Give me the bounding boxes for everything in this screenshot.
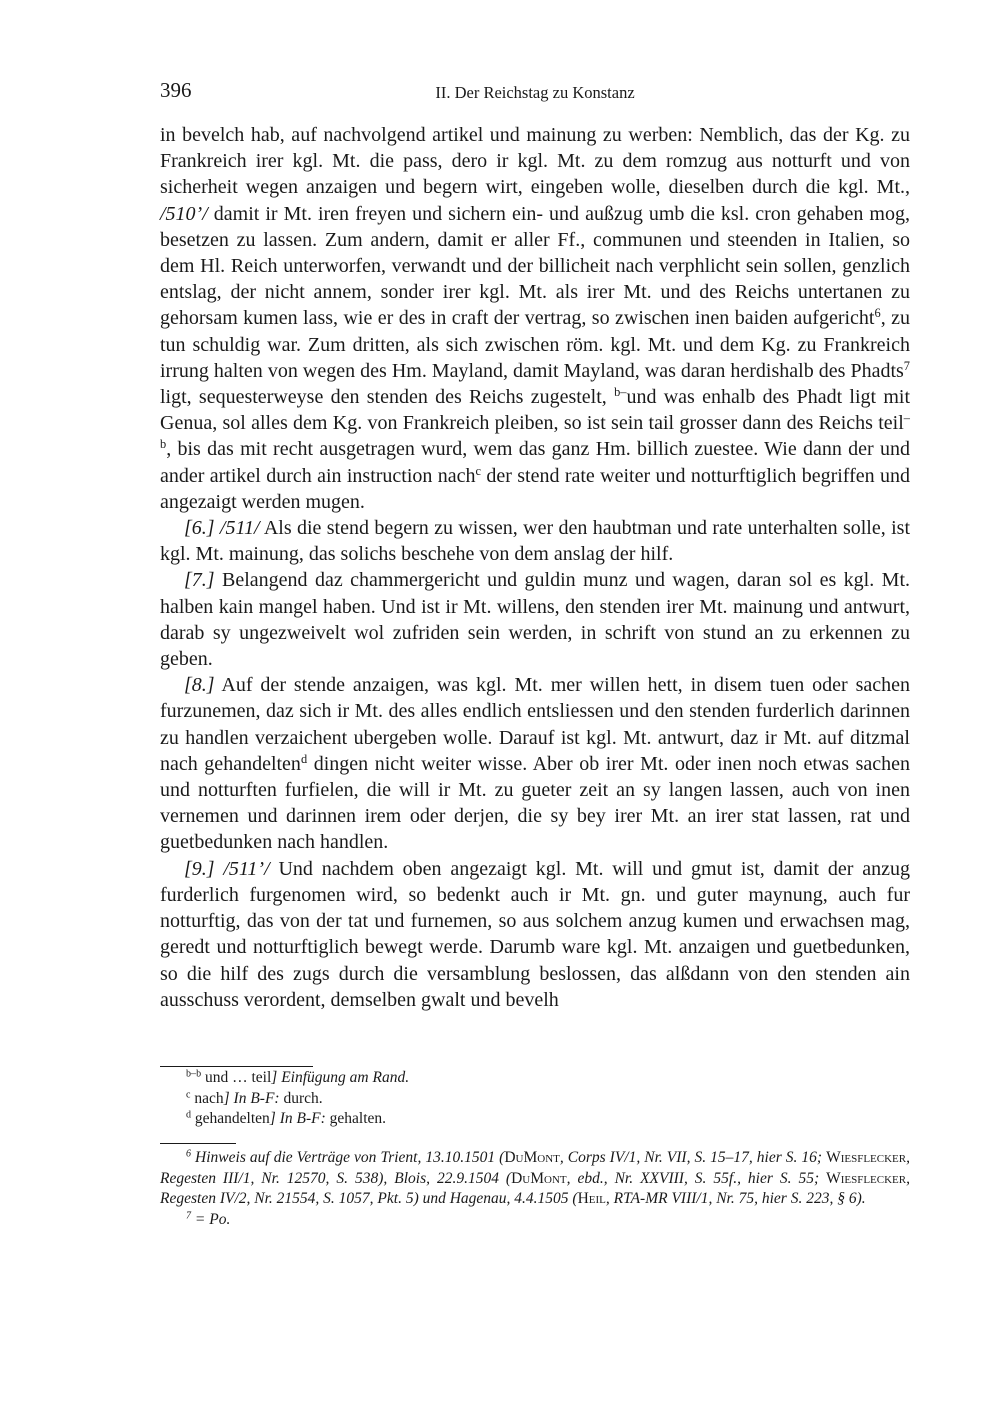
page-number: 396 [160, 78, 192, 102]
page-header [160, 78, 910, 108]
section-number: [7.] [184, 569, 215, 592]
running-title: II. Der Reichstag zu Konstanz [435, 83, 635, 102]
variant-ref-b-close: –b [160, 411, 910, 452]
variant-note: $^c$ nach] In B-F: durch. [186, 1089, 323, 1107]
paragraph-continued: in bevelch hab, auf nachvolgend artikel und mainung zu werben: Nemblich, das der Kg. zu Frankreich irer kgl. Mt. die pass, dero ir kgl. Mt. zu dem romzug aus notturft und von sicherheit wegen anzaigen und begern wirt, eingeben wolle, dieselben durch die kgl. Mt., /510’/ damit ir Mt. iren freyen und sichern ein- und außzug umb die ksl. cron gehaben mog, besetzen zu lassen. Zum andern, damit er aller Ff., communen und steenden in Italien, so dem Hl. Reich unterworfen, verwandt und der billicheit nach verphlicht sein sollen, genzlich entslag, der nicht annem, sonder irer kgl. Mt. als irer Mt. und des Reichs untertanen zu gehorsam kumen lass, wie er des in craft der vertrag, so zwischen inen baiden aufgericht$^6$, zu tun schuldig war. Zum dritten, als sich zwischen röm. kgl. Mt. und dem Kg. zu Frankreich irrung halten von wegen des Hm. Mayland, damit Mayland, was daran herdishalb des Phadts$^7$ ligt, sequesterweyse den stenden des Reichs zugestelt, $^{b-}$und was enhalb des Phadt ligt mit Genua, sol alles dem Kg. von Frankreich pleiben, so ist sein tail grosser dann des Reichs teil$^{-b}$, bis das mit recht ausgetragen wurd, wem das ganz Hm. billich zuestee. Wie dann der und ander artikel durch ain instruction nach$^c$ der stend rate weiter und notturftiglich begriffen und angezaigt werden mugen. [160, 124, 910, 513]
paragraph-9: [9.] /511’/ Und nachdem oben angezaigt kgl. Mt. will und gmut ist, damit der anzug furderlich furgenomen wird, so bedenkt auch ir Mt. gn. und guter maynung, auch fur notturftig, das von der tat und furnemen, so aus solchem anzug kumen und erwachsen mag, geredt und notturftiglich bewegt werde. Darumb ware kgl. Mt. anzaigen und guetbedunken, so die hilf des zugs durch die versamblung beslossen, das alßdann von den stenden ain ausschuss verordent, demselben gwalt und bevelh [160, 857, 910, 1011]
variant-note: $^{b-b}$ und … teil] Einfügung am Rand. [186, 1068, 410, 1086]
footnotes-divider [160, 1143, 236, 1144]
variant-notes-divider [160, 1066, 313, 1067]
variant-ref-d: d [300, 752, 308, 767]
paragraph-6: [6.] /511/ Als die stend begern zu wissen, wer den haubtman und rate unterhalten solle, ist kgl. Mt. mainung, das solichs beschehe von dem anslag der hilf. [160, 517, 910, 566]
section-number: [6.] /511/ [184, 517, 260, 540]
folio-marker: /510’/ [160, 202, 208, 225]
main-text [160, 122, 910, 1013]
paragraph-7: [7.] Belangend daz chammergericht und guldin munz und wagen, daran sol es kgl. Mt. halben kain mangel haben. Und ist ir Mt. willens, den stenden irer Mt. mainung und antwurt, darab sy ungezweivelt wol zufriden sein werden, in schrift von stund an zu erkennen zu geben. [160, 569, 910, 671]
section-number: [8.] [184, 674, 215, 697]
footnote-ref-7: 7 [903, 359, 910, 374]
footnote-7: $^7$ = Po. [186, 1210, 231, 1228]
variant-note: $^d$ gehandelten] In B-F: gehalten. [186, 1109, 387, 1128]
variant-notes [160, 1068, 910, 1130]
section-number: [9.] /511’/ [184, 857, 270, 880]
footnotes [160, 1148, 910, 1230]
footnote-ref-6: 6 [874, 306, 881, 321]
footnote-6: $^6$ Hinweis auf die Verträge von Trient, 13.10.1501 (DuMont, Corps IV/1, Nr. VII, S. 15–17, hier S. 16; Wiesflecker, Regesten III/1, Nr. 12570, S. 538), Blois, 22.9.1504 (DuMont, ebd., Nr. XXVIII, S. 55f., hier S. 55; Wiesflecker, Regesten IV/2, Nr. 21554, S. 1057, Pkt. 5) und Hagenau, 4.4.1505 (Heil, RTA-MR VIII/1, Nr. 75, hier S. 223, § 6). [160, 1148, 910, 1208]
variant-ref-c: c [475, 463, 482, 478]
paragraph-8: [8.] Auf der stende anzaigen, was kgl. Mt. mer willen hett, in disem tuen oder sachen furzunemen, daz sich ir Mt. des alles endlich entsliessen und den stenden furderlich darinnen zu handlen verzaichent ubergeben wolle. Darauf ist kgl. Mt. antwurt, daz ir Mt. auf ditzmal nach gehandelten$^d$ dingen nicht weiter wisse. Aber ob irer Mt. oder inen noch etwas sachen und notturften furfielen, die will ir Mt. zu gueter zeit an sy langen lassen, auch von inen vernemen und darinnen irem oder derjen, die sy bey irer Mt. an irer stat lassen, rat und guetbedunken nach handlen. [160, 674, 911, 854]
variant-ref-b-open: b– [614, 385, 627, 400]
